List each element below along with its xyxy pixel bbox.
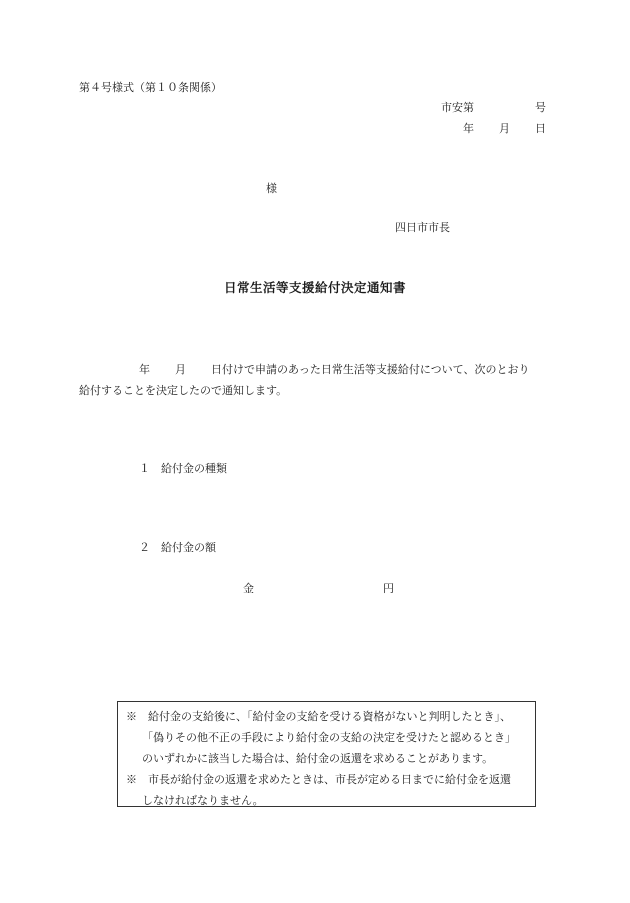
body-line-1-text: 日付けで申請のあった日常生活等支援給付について、次のとおり [211, 363, 530, 376]
document-title: 日常生活等支援給付決定通知書 [223, 280, 406, 295]
body-line-2: 給付することを決定したので通知します。 [79, 384, 288, 397]
item-benefit-amount: ２ 給付金の額 [139, 541, 216, 554]
notes-box [117, 701, 536, 807]
document-number-suffix: 号 [535, 101, 546, 114]
note-line-1: ※ 給付金の支給後に、「給付金の支給を受ける資格がないと判明したとき」、 [126, 710, 511, 723]
item-benefit-type: １ 給付金の種類 [139, 462, 227, 475]
date-day-label: 日 [535, 122, 546, 135]
date-month-label: 月 [499, 122, 510, 135]
note-line-4: ※ 市長が給付金の返還を求めたときは、市長が定める日までに給付金を返還 [126, 773, 511, 786]
body-month-label: 月 [175, 363, 186, 376]
document-number-prefix: 市安第 [441, 101, 474, 114]
form-label: 第４号様式（第１０条関係） [79, 81, 222, 94]
note-line-5: しなければなりません。 [142, 794, 264, 807]
date-year-label: 年 [463, 122, 474, 135]
recipient-honorific: 様 [266, 182, 277, 195]
amount-yen-label: 円 [383, 582, 394, 595]
note-line-2: 「偽りその他不正の手段により給付金の支給の決定を受けたと認めるとき」 [142, 731, 516, 744]
note-line-3: のいずれかに該当した場合は、給付金の返還を求めることがあります。 [142, 752, 494, 765]
amount-kin-label: 金 [243, 582, 254, 595]
sender-name: 四日市市長 [395, 221, 450, 234]
body-year-label: 年 [139, 363, 150, 376]
